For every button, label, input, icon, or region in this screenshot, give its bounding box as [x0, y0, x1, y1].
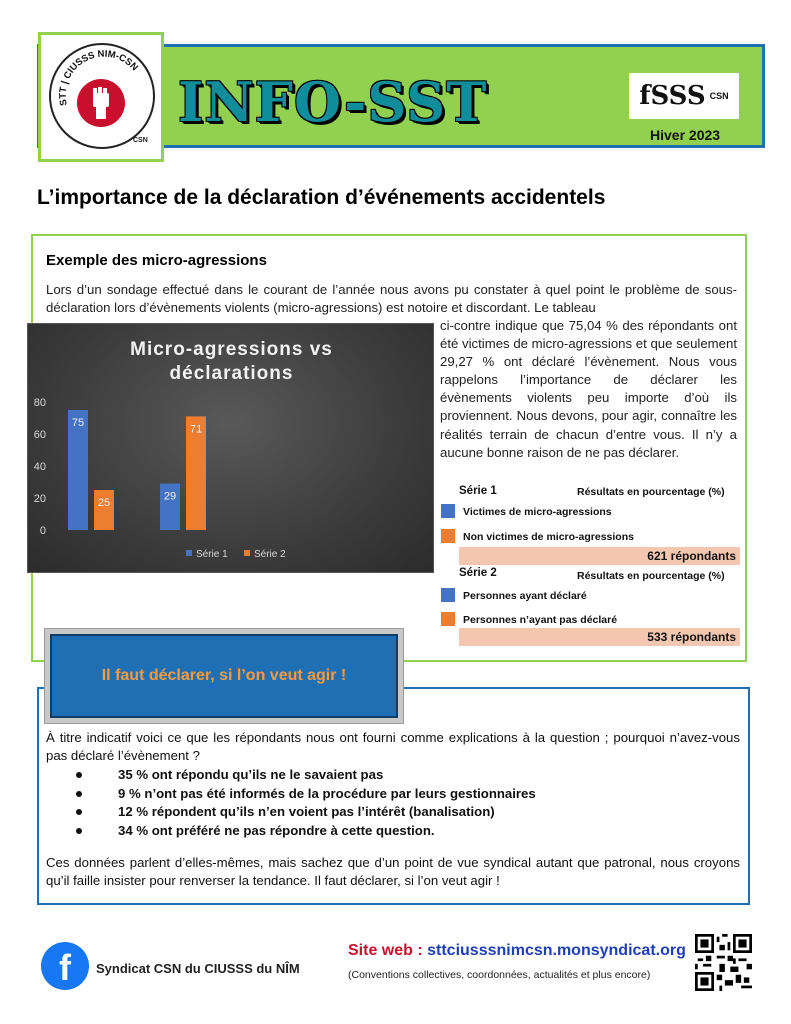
newsletter-title: INFO-SST	[178, 70, 488, 134]
website-description: (Conventions collectives, coordonnées, actualités et plus encore)	[348, 969, 651, 981]
y-tick-label: 80	[33, 397, 46, 409]
legend-swatch	[186, 550, 192, 556]
explanations-closing: Ces données parlent d’elles-mêmes, mais sachez que d’un point de vue syndical autant que patronal, nous croyons qu’il faille insister pour renverser la tendance. Il faut déclarer, si l’on veut agir !	[46, 855, 740, 888]
series2-count: 533 répondants	[459, 628, 740, 646]
legend-label: Série 1	[196, 549, 228, 560]
explanations-list	[70, 766, 536, 840]
logo-emblem	[51, 45, 157, 151]
logo-ring	[49, 43, 155, 149]
list-item: 9 % n’ont pas été informés de la procédure par leurs gestionnaires	[70, 785, 536, 804]
website-link[interactable]: sttciusssnimcsn.monsyndicat.org	[427, 942, 686, 959]
partner-logo-text: fSSS	[639, 81, 706, 111]
y-tick-label: 0	[39, 525, 46, 537]
series2-name: Série 2	[459, 567, 497, 579]
list-item: 35 % ont répondu qu’ils ne le savaient pas	[70, 766, 536, 785]
y-tick-label: 40	[33, 461, 46, 473]
callout-text: Il faut déclarer, si l’on veut agir !	[101, 667, 347, 684]
facebook-page-name[interactable]: Syndicat CSN du CIUSSS du NÎM	[96, 961, 300, 976]
series2-item2-swatch	[441, 612, 455, 626]
data-label: 75	[71, 417, 85, 429]
bar-chart	[27, 323, 434, 573]
partner-logo	[629, 73, 739, 119]
explanations-intro: À titre indicatif voici ce que les répondants nous ont fourni comme explications à la question ; pourquoi n’avez-vous pas déclaré l’évènement ?	[46, 730, 740, 763]
section-paragraph-side: ci-contre indique que 75,04 % des répondants ont été victimes de micro-agressions et que seulement 29,27 % ont déclaré l’évènement. Nous vous rappelons l’importance de déclarer les évènements violents peu importe d’où ils proviennent. Nous devons, pour agir, connaître les réalités terrain de chacun d’entre vous. Il n’y a aucune bonne raison de ne pas déclarer.	[440, 318, 737, 460]
website-line	[348, 942, 686, 960]
series1-unit: Résultats en pourcentage (%)	[577, 486, 725, 498]
series1-item2-swatch	[441, 529, 455, 543]
series1-item1-label: Victimes de micro-agressions	[463, 506, 612, 518]
list-item: 12 % répondent qu’ils n’en voient pas l’intérêt (banalisation)	[70, 803, 536, 822]
section-paragraph-top: Lors d’un sondage effectué dans le courant de l’année nous avons pu constater à quel point le problème de sous-déclaration lors d’évènements violents (micro-agressions) est notoire et discordant. Le tableau	[46, 282, 737, 315]
y-tick-label: 20	[33, 493, 46, 505]
section-subheading: Exemple des micro-agressions	[46, 252, 267, 269]
data-label: 29	[163, 490, 177, 503]
data-label: 25	[97, 497, 111, 509]
qr-code-icon	[695, 934, 752, 991]
logo-csn: CSN	[133, 137, 148, 144]
series2-item2-label: Personnes n’ayant pas déclaré	[463, 614, 618, 626]
chart-bar	[94, 490, 114, 530]
data-label: 71	[189, 423, 203, 436]
series2-item1-swatch	[441, 588, 455, 602]
series1-item1-swatch	[441, 504, 455, 518]
series1-item2-label: Non victimes de micro-agressions	[463, 531, 634, 543]
page-heading: L’importance de la déclaration d’événements accidentels	[37, 186, 606, 209]
chart-title: Micro-agressions vs déclarations	[130, 339, 333, 384]
partner-csn: CSN	[709, 91, 729, 101]
list-item: 34 % ont préféré ne pas répondre à cette question.	[70, 822, 536, 841]
website-label: Site web :	[348, 942, 428, 959]
y-tick-label: 60	[33, 429, 46, 441]
legend-swatch	[244, 550, 250, 556]
series2-item1-label: Personnes ayant déclaré	[463, 590, 587, 602]
series2-unit: Résultats en pourcentage (%)	[577, 570, 725, 582]
legend-label: Série 2	[254, 549, 286, 560]
series1-count: 621 répondants	[459, 547, 740, 565]
series1-name: Série 1	[459, 485, 497, 497]
issue-season: Hiver 2023	[650, 127, 721, 143]
union-logo	[38, 32, 164, 162]
logo-text: STT | CIUSSS NIM-CSN	[57, 48, 140, 107]
callout-banner	[50, 634, 398, 718]
chart-svg	[28, 324, 435, 574]
facebook-icon[interactable]: f	[41, 942, 89, 990]
